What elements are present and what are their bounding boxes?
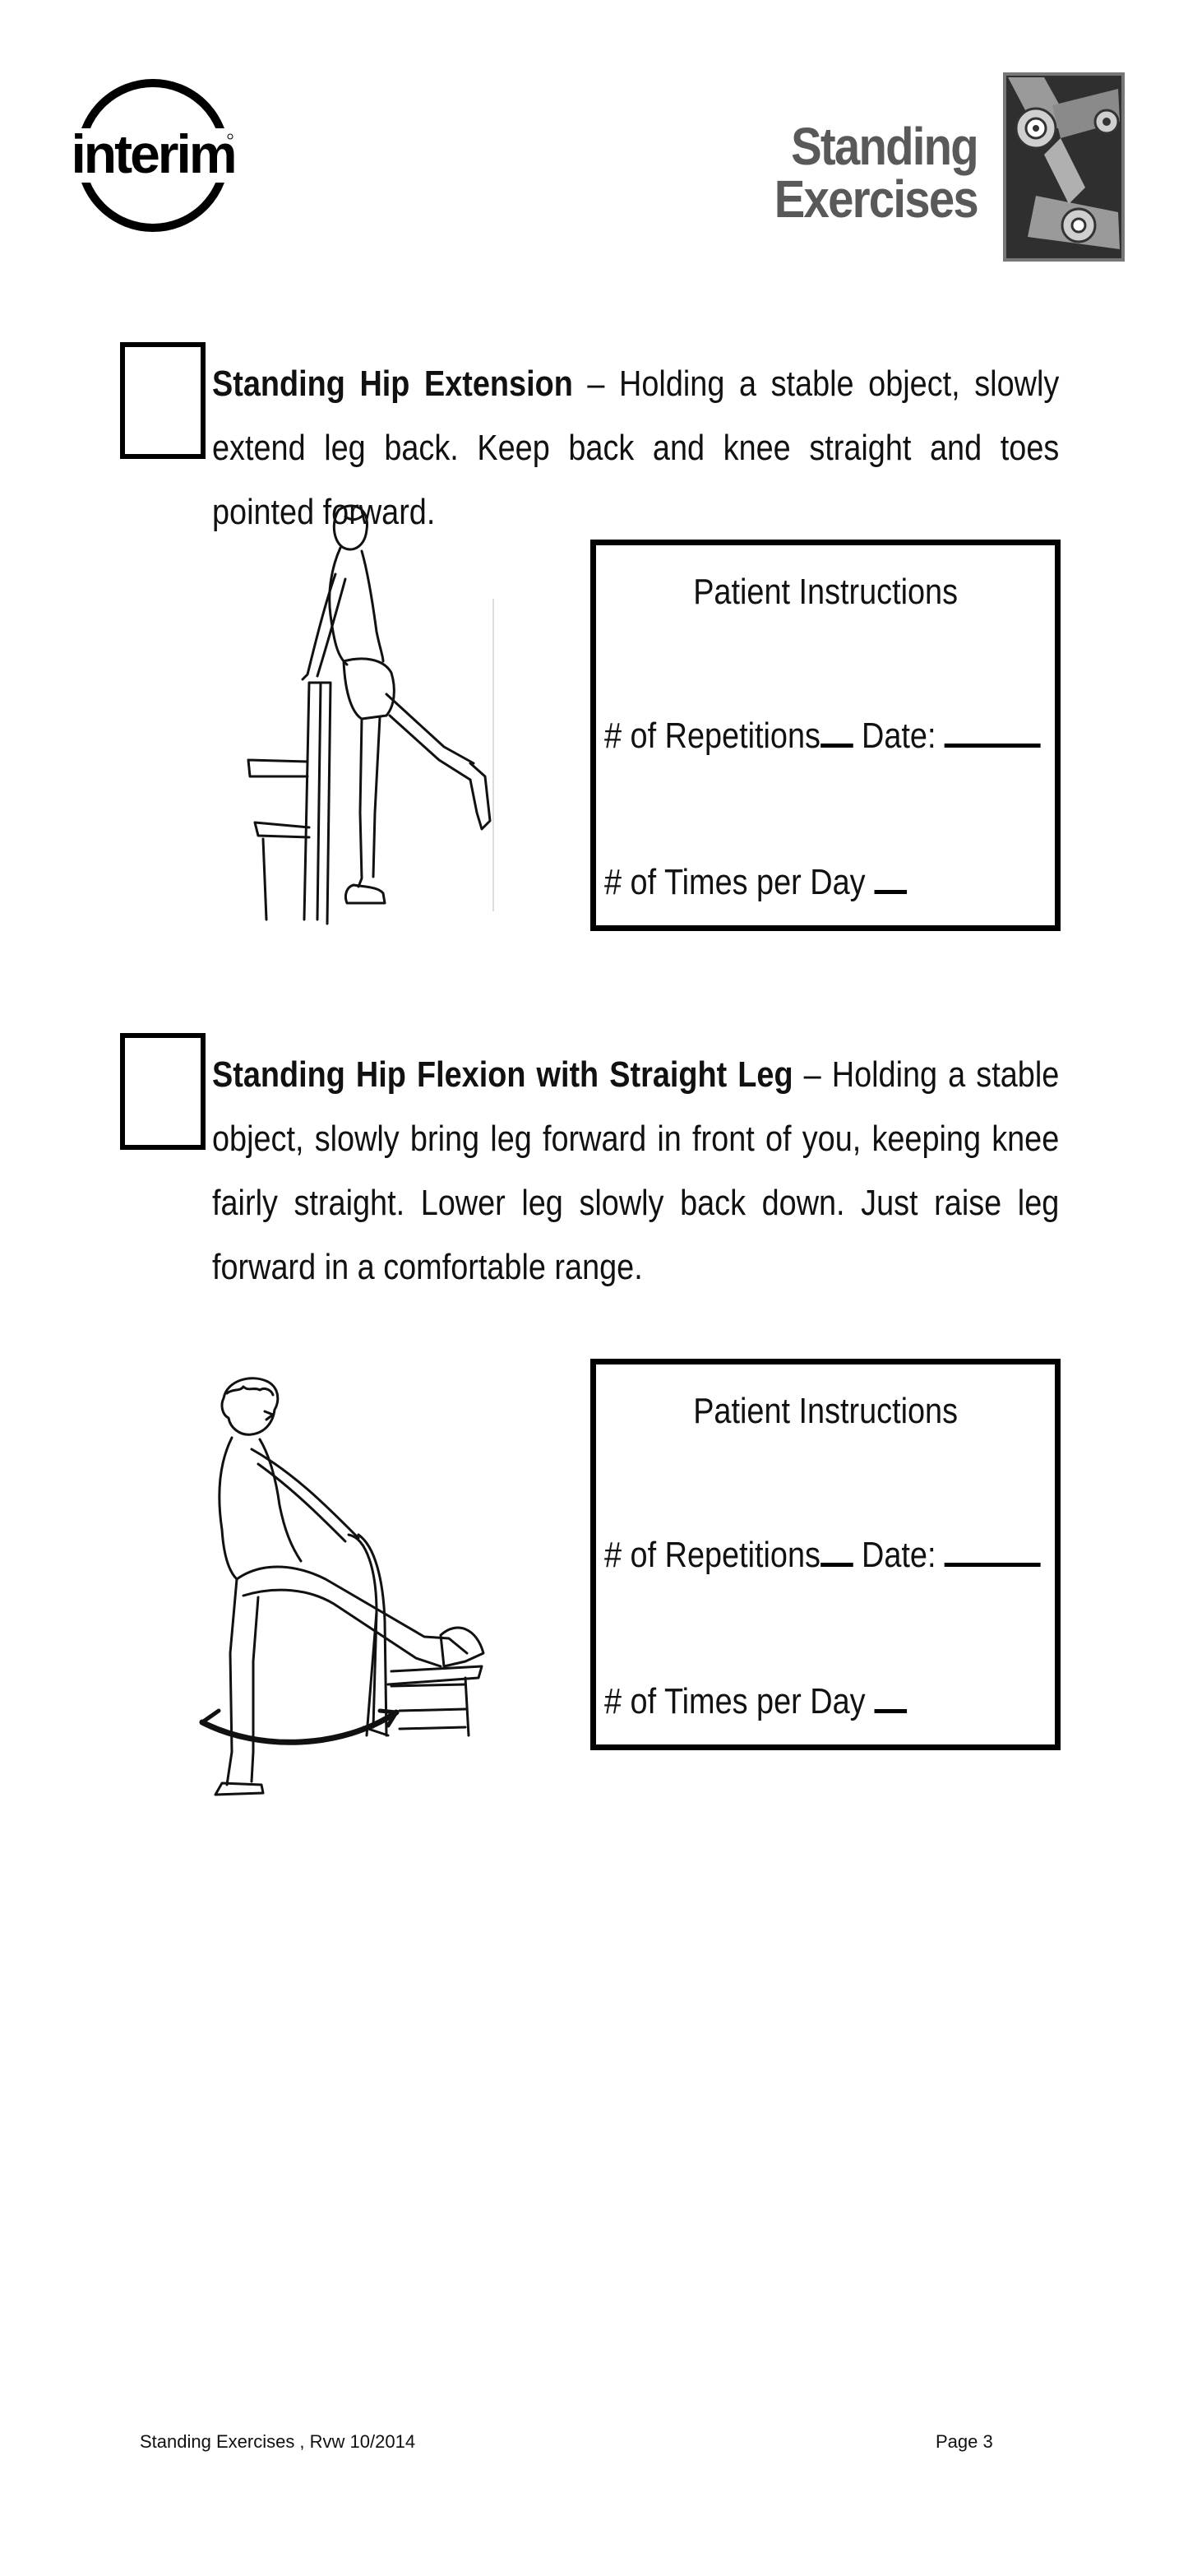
exercise-2-instructions-box [590,1359,1061,1750]
exercise-2-name: Standing Hip Flexion with Straight Leg [212,1054,793,1095]
page-title-line1: Standing [791,117,978,176]
logo-text: interim [71,123,235,184]
hip-extension-illustration [238,500,502,928]
exercise-machine-icon [1003,72,1125,262]
exercise-2-repetitions-label: # of Repetitions [604,1535,821,1575]
exercise-1-repetitions-blank[interactable] [821,715,853,748]
footer-page-number: Page 3 [936,2431,993,2452]
exercise-2-text [212,1043,1059,1300]
exercise-2-date-label: Date: [862,1535,936,1575]
exercise-1-times-row [604,861,956,903]
exercise-1-date-label: Date: [862,716,936,756]
page-title [774,117,978,229]
exercise-2-checkbox[interactable] [120,1033,206,1150]
exercise-1-repetitions-label: # of Repetitions [604,716,821,756]
exercise-2-date-blank[interactable] [945,1534,1041,1567]
exercise-1-times-blank[interactable] [874,861,907,894]
exercise-1-instructions-title: Patient Instructions [693,572,958,612]
footer-left: Standing Exercises , Rvw 10/2014 [140,2431,416,2452]
exercise-2-repetitions-blank[interactable] [821,1534,853,1567]
interim-logo [71,53,235,258]
exercise-1-date-blank[interactable] [945,715,1041,748]
exercise-1-times-label: # of Times per Day [604,862,866,902]
exercise-1-repetitions-row [604,715,1112,757]
exercise-2-times-blank[interactable] [874,1680,907,1713]
exercise-2-times-label: # of Times per Day [604,1681,866,1721]
exercise-2-repetitions-row [604,1534,1112,1576]
exercise-1-checkbox[interactable] [120,342,206,459]
exercise-1-name: Standing Hip Extension [212,364,573,404]
page-title-line2: Exercises [774,169,978,229]
exercise-2-description: – Holding a stable object, slowly bring leg forward in front of you, keeping knee fairly straight. Lower leg slowly back down. Just raise leg forward in a comfortable range. [212,1054,1060,1287]
exercise-1-description: – Holding a stable object, slowly extend leg back. Keep back and knee straight and toes pointed forward. [212,364,1060,532]
hip-flexion-illustration [194,1374,510,1818]
exercise-2-times-row [604,1680,956,1722]
exercise-2-instructions-title: Patient Instructions [693,1391,958,1431]
exercise-1-instructions-box [590,540,1061,931]
